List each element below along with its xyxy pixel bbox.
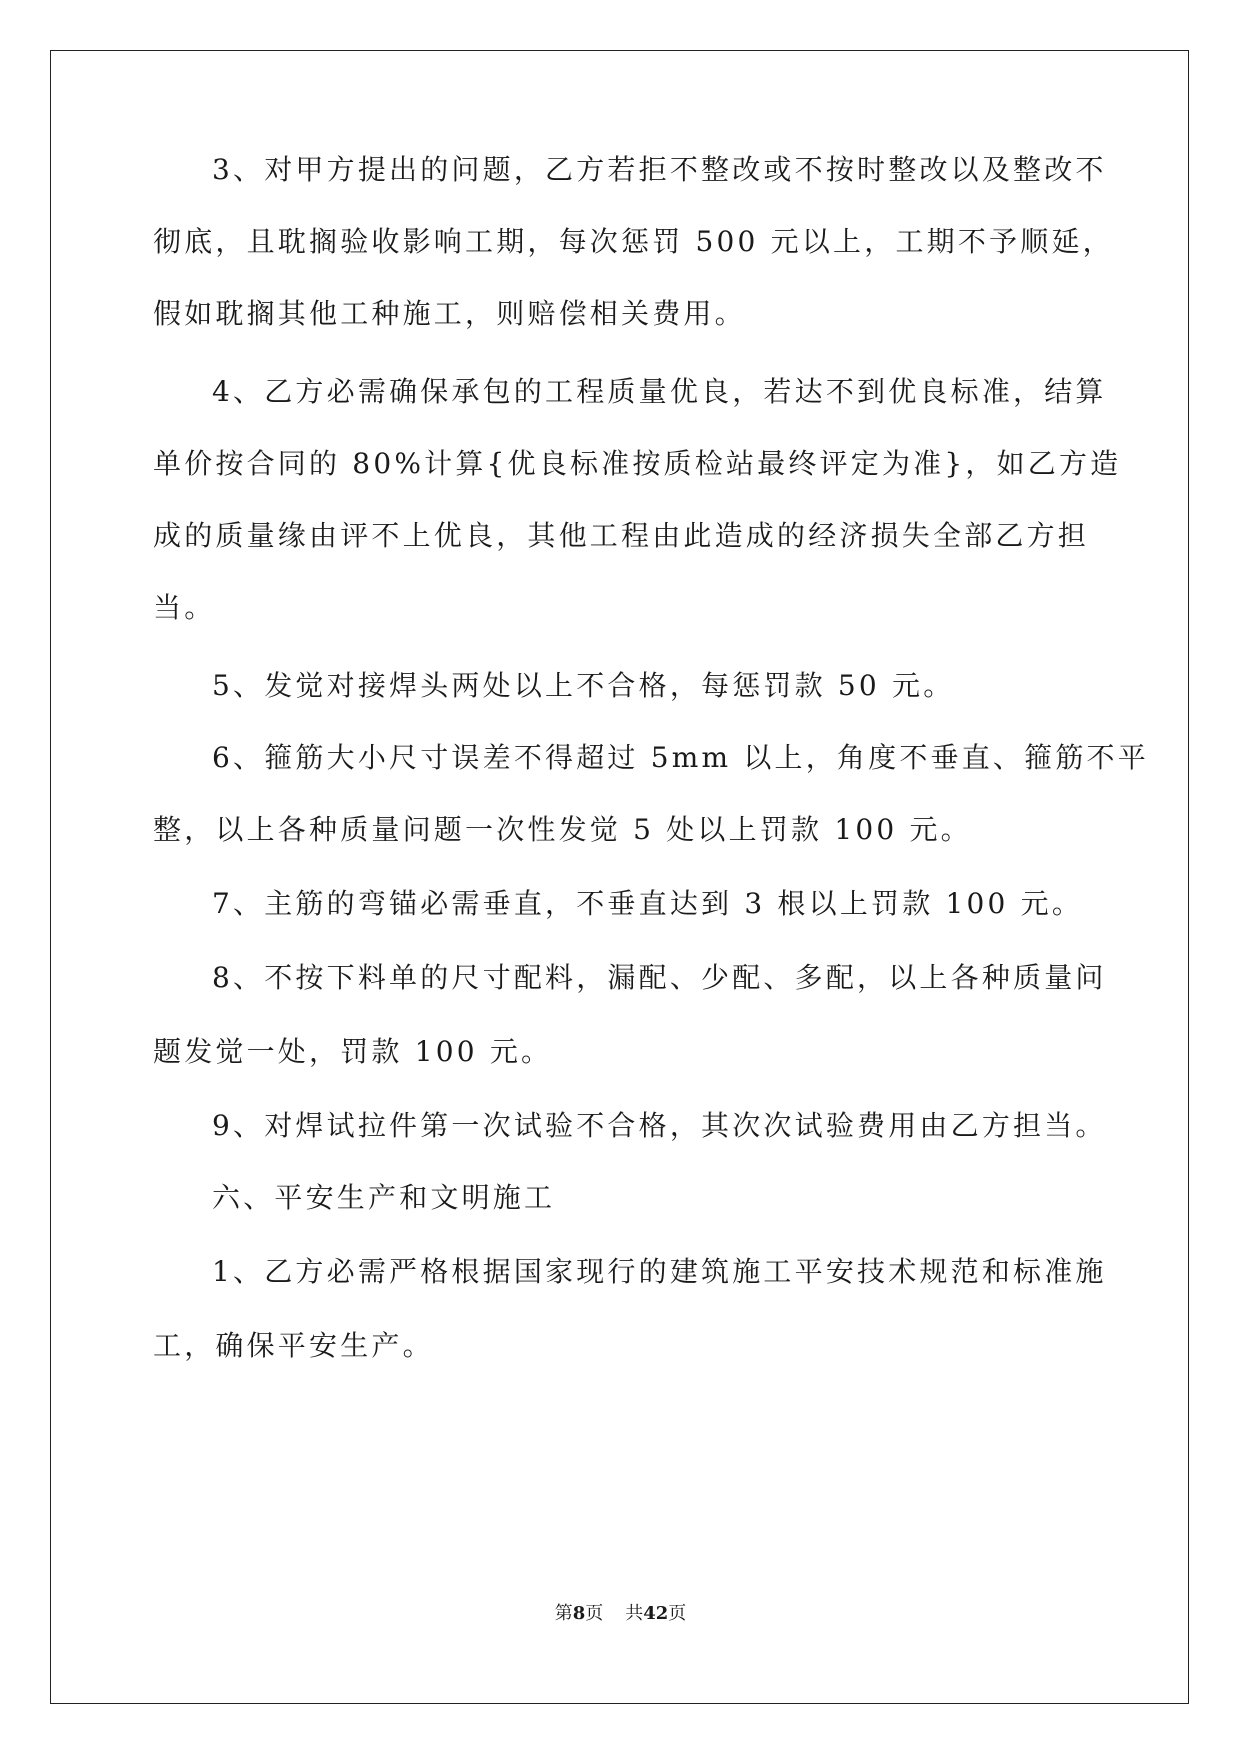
section-heading-6: 六、平安生产和文明施工: [212, 1181, 556, 1214]
paragraph-5-line-1: 5、发觉对接焊头两处以上不合格，每惩罚款 50 元。: [212, 669, 955, 702]
paragraph-7-line-1: 7、主筋的弯锚必需垂直，不垂直达到 3 根以上罚款 100 元。: [212, 887, 1084, 920]
footer-page-suffix: 页: [585, 1603, 604, 1624]
paragraph-8-line-2: 题发觉一处，罚款 100 元。: [153, 1035, 553, 1068]
footer-page-number: 8: [572, 1603, 586, 1624]
paragraph-4-line-3: 成的质量缘由评不上优良，其他工程由此造成的经济损失全部乙方担: [153, 519, 1090, 552]
paragraph-9-line-1: 9、对焊试拉件第一次试验不合格，其次次试验费用由乙方担当。: [212, 1109, 1107, 1142]
paragraph-6-line-2: 整，以上各种质量问题一次性发觉 5 处以上罚款 100 元。: [153, 813, 972, 846]
section-6-paragraph-1-line-1: 1、乙方必需严格根据国家现行的建筑施工平安技术规范和标准施: [212, 1255, 1107, 1288]
paragraph-4-line-1: 4、乙方必需确保承包的工程质量优良，若达不到优良标准，结算: [212, 375, 1107, 408]
paragraph-3-line-3: 假如耽搁其他工种施工，则赔偿相关费用。: [153, 297, 746, 330]
section-6-paragraph-1-line-2: 工，确保平安生产。: [153, 1329, 434, 1362]
paragraph-4-line-4: 当。: [153, 591, 216, 624]
paragraph-8-line-1: 8、不按下料单的尺寸配料，漏配、少配、多配，以上各种质量问: [212, 961, 1107, 994]
paragraph-3-line-1: 3、对甲方提出的问题，乙方若拒不整改或不按时整改以及整改不: [212, 153, 1107, 186]
footer-total-suffix: 页: [668, 1603, 687, 1624]
paragraph-3-line-2: 彻底，且耽搁验收影响工期，每次惩罚 500 元以上，工期不予顺延，: [153, 225, 1114, 258]
footer-total-prefix: 共: [625, 1603, 644, 1624]
page-footer: [0, 1602, 1241, 1626]
footer-total-number: 42: [643, 1603, 669, 1624]
paragraph-4-line-2: 单价按合同的 80%计算{优良标准按质检站最终评定为准}，如乙方造: [153, 447, 1122, 480]
paragraph-6-line-1: 6、箍筋大小尺寸误差不得超过 5mm 以上，角度不垂直、箍筋不平: [212, 741, 1149, 774]
footer-page-prefix: 第: [554, 1603, 573, 1624]
